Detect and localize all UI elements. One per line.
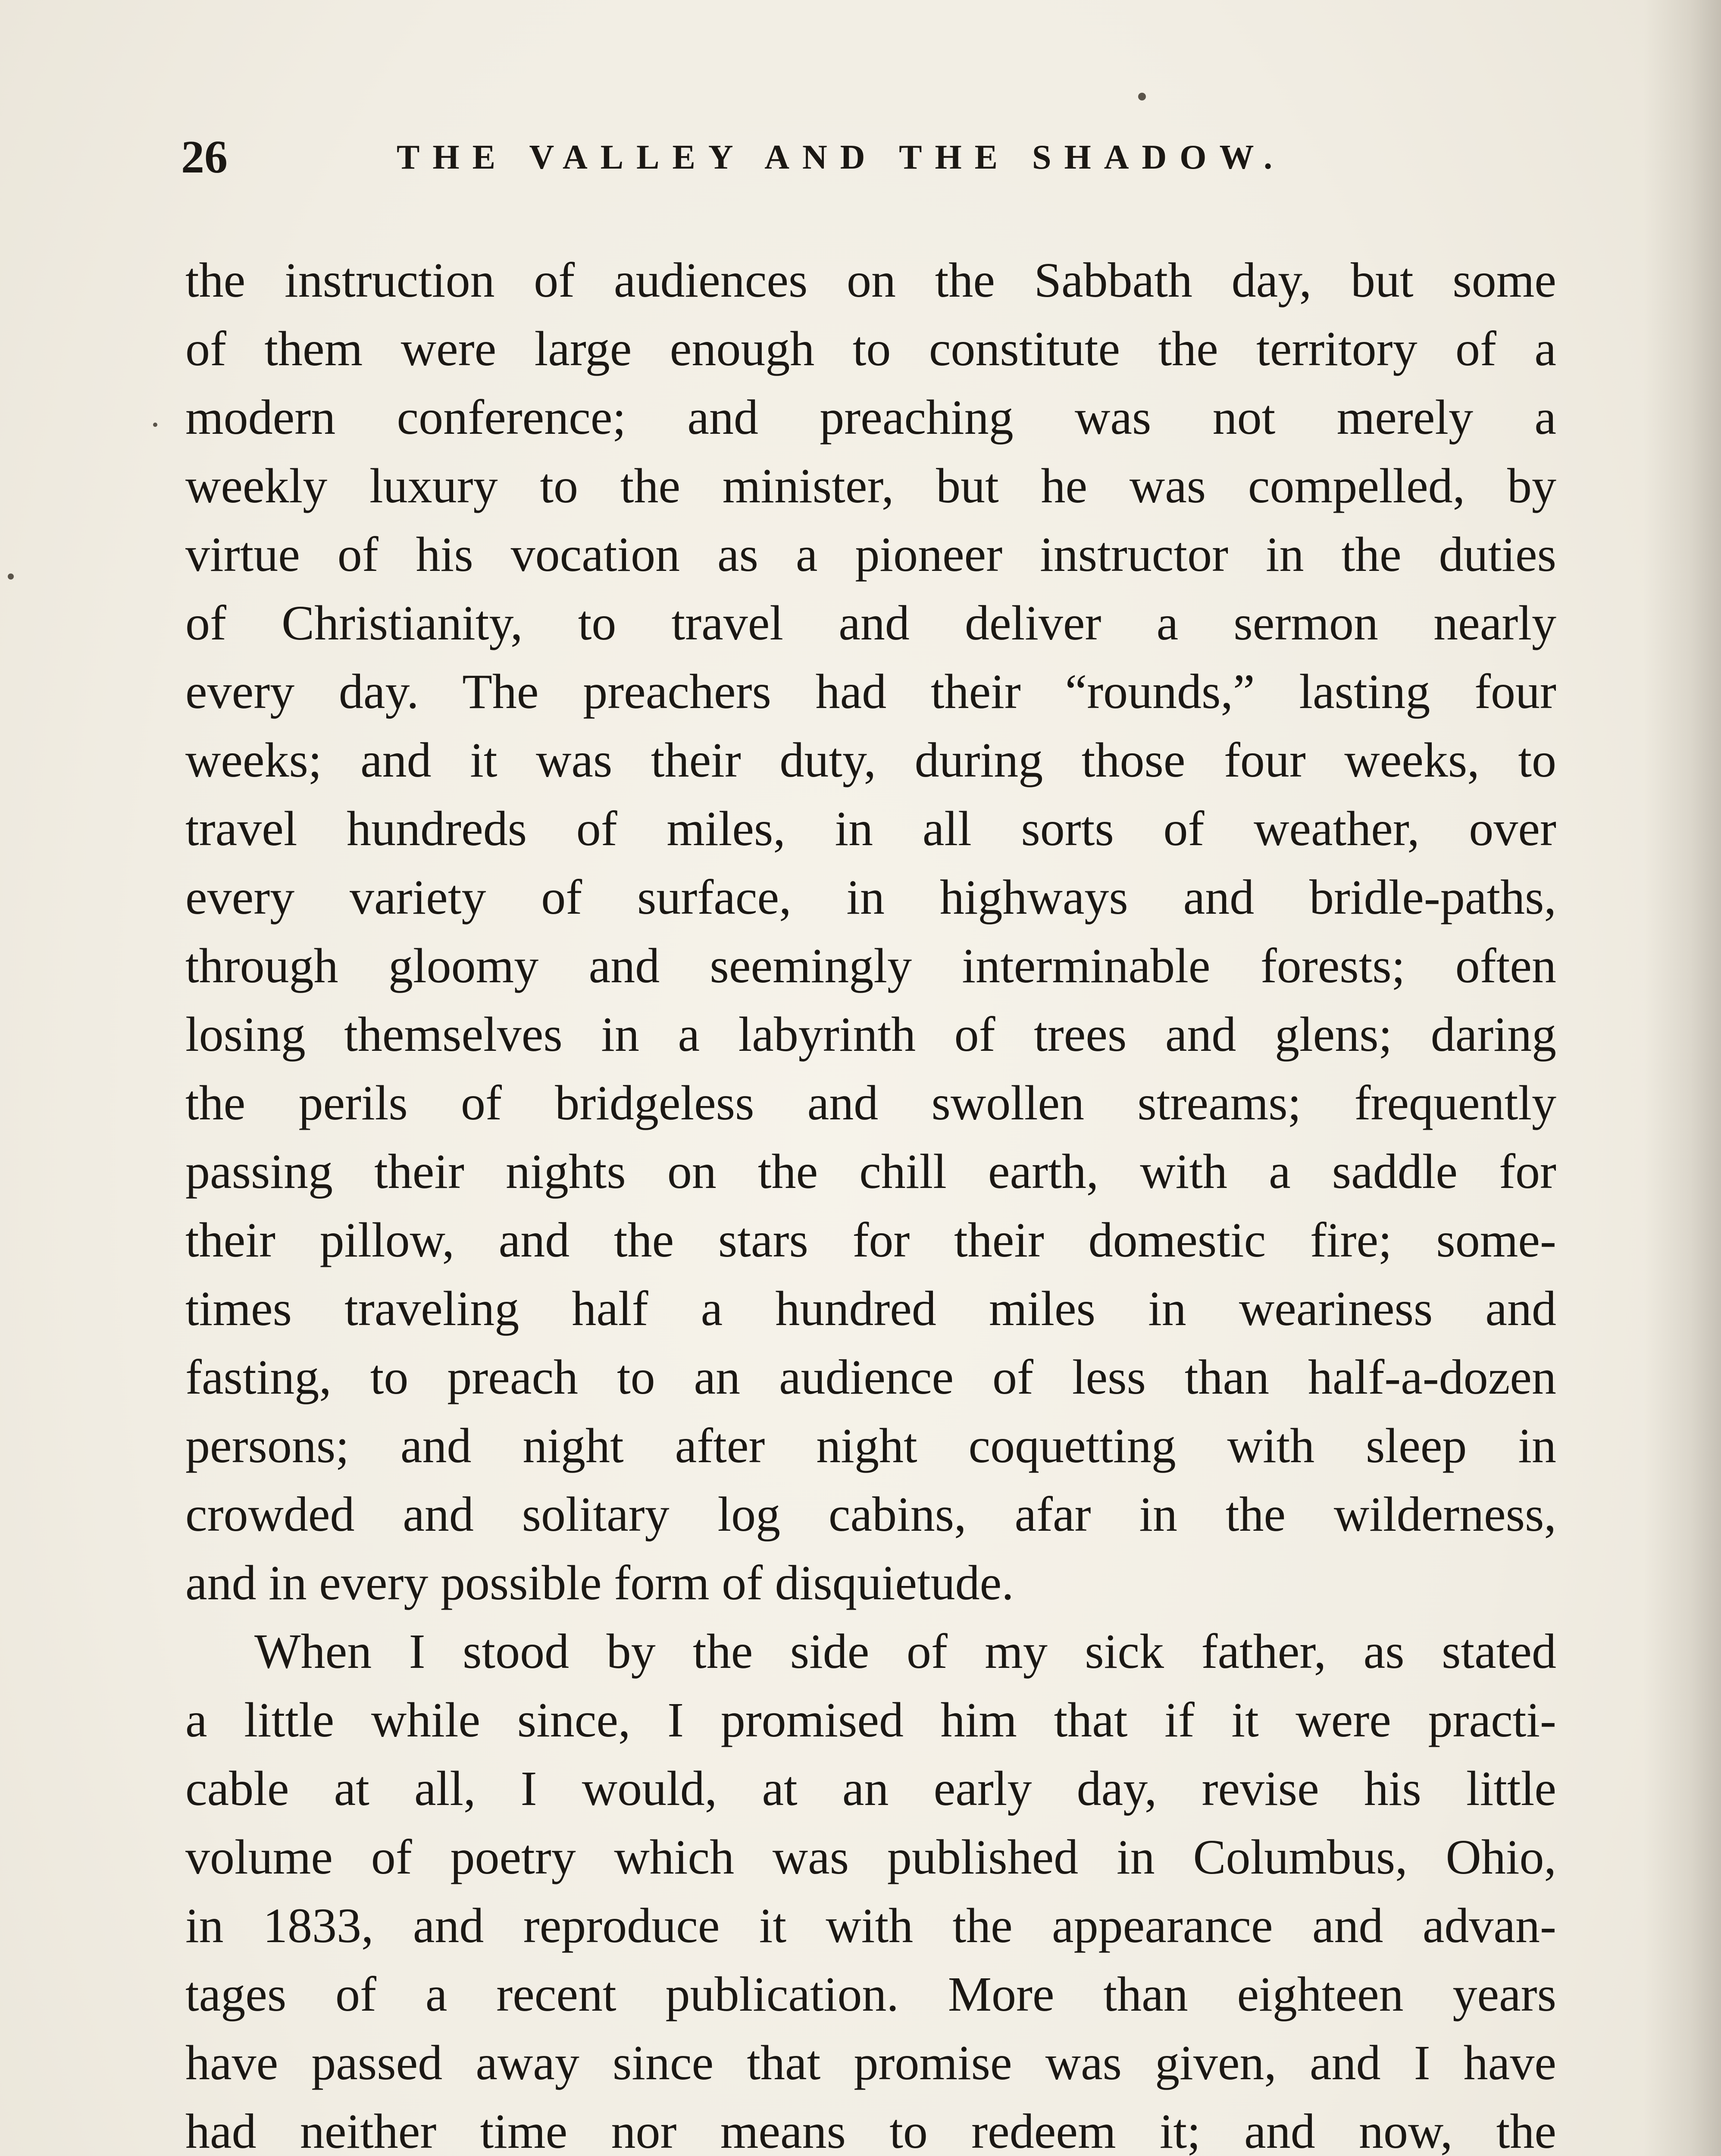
paper-speck <box>8 573 14 580</box>
text-line: persons; and night after night coquetting with sleep in <box>185 1418 1556 1473</box>
paragraph <box>185 1617 1556 2156</box>
text-line: and in every possible form of disquietude. <box>185 1555 1014 1610</box>
text-line: in 1833, and reproduce it with the appearance and advan- <box>185 1898 1556 1953</box>
text-line: have passed away since that promise was given, and I have <box>185 2035 1556 2090</box>
page-header <box>181 129 1561 185</box>
text-line: modern conference; and preaching was not merely a <box>185 390 1556 445</box>
text-line: fasting, to preach to an audience of less than half-a-dozen <box>185 1350 1556 1404</box>
text-line: every day. The preachers had their “rounds,” lasting four <box>185 664 1556 719</box>
text-line: of them were large enough to constitute the territory of a <box>185 321 1556 376</box>
text-line: virtue of his vocation as a pioneer instructor in the duties <box>185 527 1556 582</box>
paper-speck <box>153 423 157 427</box>
text-line: their pillow, and the stars for their domestic fire; some- <box>185 1213 1556 1267</box>
text-line: volume of poetry which was published in Columbus, Ohio, <box>185 1830 1556 1884</box>
text-line: a little while since, I promised him that if it were practi- <box>185 1692 1556 1747</box>
paper-speck <box>1138 93 1146 100</box>
body-text <box>185 246 1556 2156</box>
text-line: cable at all, I would, at an early day, revise his little <box>185 1761 1556 1816</box>
text-line: weekly luxury to the minister, but he was compelled, by <box>185 458 1556 513</box>
text-line: When I stood by the side of my sick father, as stated <box>254 1624 1556 1679</box>
page-edge-shadow <box>1643 0 1721 2156</box>
text-line: crowded and solitary log cabins, afar in the wilderness, <box>185 1487 1556 1542</box>
text-line: travel hundreds of miles, in all sorts of weather, over <box>185 801 1556 856</box>
text-line: the instruction of audiences on the Sabbath day, but some <box>185 253 1556 307</box>
text-line: tages of a recent publication. More than eighteen years <box>185 1967 1556 2021</box>
text-line: through gloomy and seemingly interminable forests; often <box>185 938 1556 993</box>
text-line: times traveling half a hundred miles in weariness and <box>185 1281 1556 1336</box>
text-line: had neither time nor means to redeem it; and now, the <box>185 2104 1556 2156</box>
text-line: the perils of bridgeless and swollen streams; frequently <box>185 1075 1556 1130</box>
text-line: passing their nights on the chill earth, with a saddle for <box>185 1144 1556 1199</box>
text-line: losing themselves in a labyrinth of trees and glens; daring <box>185 1007 1556 1062</box>
running-head: THE VALLEY AND THE SHADOW. <box>397 138 1286 176</box>
text-line: weeks; and it was their duty, during those four weeks, to <box>185 733 1556 787</box>
page-number: 26 <box>181 132 228 183</box>
paragraph <box>185 246 1556 1617</box>
text-line: every variety of surface, in highways and bridle-paths, <box>185 870 1556 924</box>
text-line: of Christianity, to travel and deliver a sermon nearly <box>185 595 1556 650</box>
